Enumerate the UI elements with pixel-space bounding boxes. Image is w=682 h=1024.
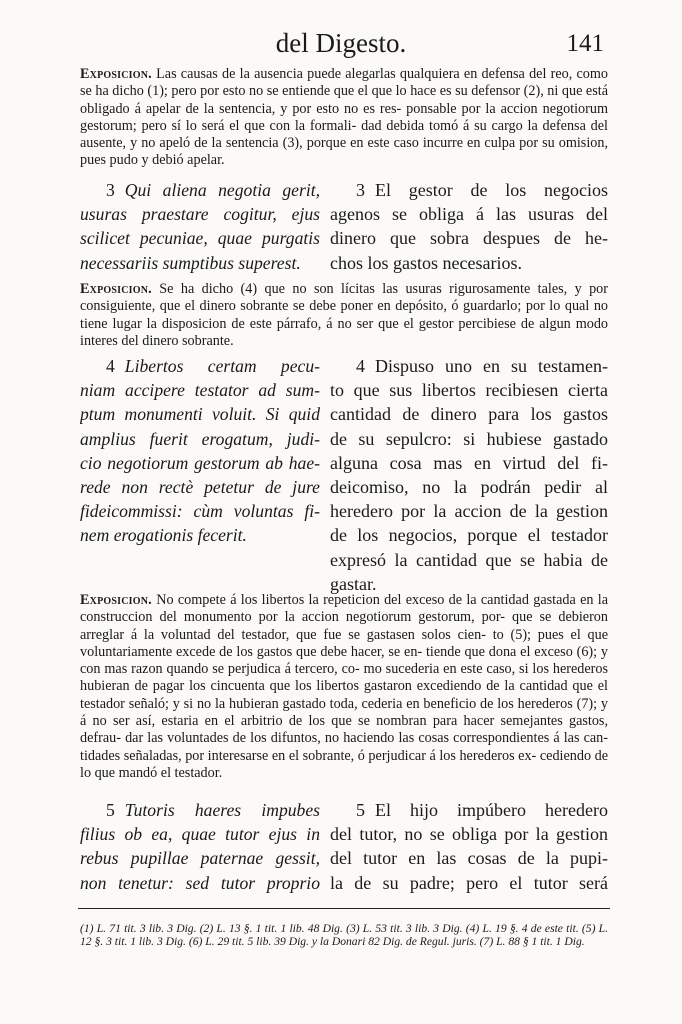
latin-line: niam accipere testator ad sum- <box>80 380 320 401</box>
spanish-line: alguna cosa mas en virtud del fi- <box>330 452 608 473</box>
exposicion-line: dar las voluntades de los difuntos, no haciendo las cosas correspondientes á las can- <box>125 730 609 747</box>
exposicion-3 <box>80 592 608 782</box>
exposicion-label: Exposicion. <box>80 66 152 82</box>
exposicion-line: percibiese de algun modo interes del dinero sobrante. <box>80 315 609 349</box>
spanish-line: 3 El gestor de los negocios <box>356 180 608 200</box>
section-number: 3 <box>356 180 365 200</box>
spanish-line: heredero por la accion de la gestion <box>330 501 608 522</box>
spanish-column <box>330 178 608 275</box>
spanish-line: agenos se obliga á las usuras del <box>330 204 608 225</box>
exposicion-line: tiende que dona el exceso (6); y con mas razon quando se perjudica á tercero, co- <box>80 643 608 678</box>
latin-line: rebus pupillae paternae gessit, <box>80 848 320 869</box>
footnote-line: (1) L. 71 tit. 3 lib. 3 Dig. (2) L. 13 §. 1 tit. 1 lib. 48 Dig. (3) L. 53 tit. 3 lib. 3 Dig. (4) L. 19 <box>80 922 507 935</box>
spanish-column <box>330 798 608 895</box>
latin-line: cio negotiorum gestorum ab hae- <box>80 452 320 473</box>
exposicion-line: los libertos gastaron excediendo de la cantidad que el testador señaló; y si no la <box>80 678 609 712</box>
latin-line: fideicommissi: cùm voluntas fi- <box>80 501 320 522</box>
spanish-column <box>330 354 608 596</box>
latin-line: 4 Libertos certam pecu- <box>106 356 320 376</box>
exposicion-line: dad debida tomó á su cargo la defensa del ausente, y no apeló de la sentencia (3), <box>80 117 608 152</box>
latin-column <box>80 354 320 548</box>
footnotes <box>80 922 608 949</box>
spanish-line: chos los gastos necesarios. <box>330 252 522 273</box>
exposicion-label: Exposicion. <box>80 281 152 297</box>
spanish-line: 4 Dispuso uno en su testamen- <box>356 356 608 376</box>
spanish-line: gastar. <box>330 573 377 594</box>
section-number: 3 <box>106 180 115 200</box>
latin-line: non tenetur: sed tutor proprio <box>80 872 320 893</box>
exposicion-2 <box>80 281 608 350</box>
spanish-line: del tutor en las cosas de la pupi- <box>330 848 608 869</box>
exposicion-line: Las causas de la ausencia puede alegarlas qualquiera en defensa <box>156 66 525 82</box>
spanish-line: deicomiso, no la podrán pedir al <box>330 477 608 498</box>
exposicion-label: Exposicion. <box>80 592 152 608</box>
latin-line: necessariis sumptibus superest. <box>80 252 301 273</box>
exposicion-line: to (5); pues el que voluntariamente excede de los gastos que debe hacer, se en- <box>80 626 609 660</box>
exposicion-line: No compete á los libertos la repeticion del exceso de la cantidad <box>156 592 529 608</box>
spanish-line: expresó la cantidad que se habia de <box>330 549 608 570</box>
latin-line: ptum monumenti voluit. Si quid <box>80 404 320 425</box>
latin-line: nem erogationis fecerit. <box>80 525 247 546</box>
exposicion-line: por consiguiente, que el dinero sobrante se debe poner en depósito, ó guardarlo; <box>80 281 608 315</box>
spanish-line: de su sepulcro: si hubiese gastado <box>330 428 608 449</box>
exposicion-line: que se debieron arreglar á la voluntad del testador, que fue se gastasen solos cien- <box>80 609 608 643</box>
spanish-line: de los negocios, porque el testador <box>330 525 608 546</box>
latin-line: rede non rectè petetur de jure <box>80 477 320 498</box>
exposicion-line: su defensor (2), ni que está obligado á apelar de la sentencia, y por esto no es res- <box>80 83 608 117</box>
running-head <box>0 28 682 68</box>
page-number: 141 <box>566 30 604 57</box>
footnote-line: §. 4 de este tit. (5) L. 12 §. 3 tit. 1 lib. 3 Dig. (6) L. 29 tit. 5 lib. 39 Dig. y la Donari 82 Dig. de <box>80 922 609 949</box>
exposicion-line: mo sucederia en este caso, si los herederos hubieran de pagar los cincuenta que <box>80 661 609 695</box>
spanish-line: to que sus libertos recibiesen cierta <box>330 380 608 401</box>
spanish-line: cantidad de dinero para los gastos <box>330 404 608 425</box>
exposicion-line: del reo, como se ha dicho (1); pero por esto no se entiende que el que lo hace es <box>80 66 609 100</box>
exposicion-line: hubieran gastado toda, cederia en beneficio de los herederos (7); y á no ser así, <box>80 695 608 730</box>
latin-line: 5 Tutoris haeres impubes <box>106 800 320 820</box>
section-number: 5 <box>356 800 365 820</box>
latin-line: 3 Qui aliena negotia gerit, <box>106 180 320 200</box>
latin-line: amplius fuerit erogatum, judi- <box>80 428 320 449</box>
exposicion-line: gastada en la construccion del monumento por la accion negotiorum gestorum, por- <box>80 592 609 626</box>
running-title: del Digesto. <box>275 28 407 58</box>
footnote-line: Regul. juris. (7) L. 88 § 1 tit. 1 Dig. <box>419 935 585 949</box>
latin-line: usuras praestare cogitur, ejus <box>80 204 320 225</box>
exposicion-line: estaria en el arbitrio de los que se nombran para hacer semejantes gastos, defrau- <box>80 713 608 747</box>
section-number: 5 <box>106 800 115 820</box>
spanish-line: del tutor, no se obliga por la gestion <box>330 824 608 845</box>
spanish-line: la de su padre; pero el tutor será <box>330 872 608 893</box>
section-number: 4 <box>106 356 115 376</box>
exposicion-line: cediendo de lo que mandó el testador. <box>80 747 608 781</box>
latin-column <box>80 798 320 895</box>
spanish-line: dinero que sobra despues de he- <box>330 228 608 249</box>
latin-line: scilicet pecuniae, quae purgatis <box>80 228 320 249</box>
spanish-line: 5 El hijo impúbero heredero <box>356 800 608 820</box>
exposicion-line: porque en este caso incurre en culpa por su omision, pues pudo y debió apelar. <box>80 135 608 169</box>
exposicion-line: tidades señaladas, por interesarse en el sobrante, ó perjudicar á los herederos ex- <box>80 747 537 764</box>
exposicion-line: Se ha dicho (4) que no son lícitas las usuras rigurosamente tales, y <box>159 281 582 297</box>
section-number: 4 <box>356 356 365 376</box>
footnote-rule <box>78 908 610 909</box>
latin-column <box>80 178 320 275</box>
exposicion-line: por lo qual no tiene lugar la disposicion de este párrafo, á no ser que el gestor <box>80 298 609 332</box>
exposicion-line: ponsable por la accion negotiorum gestorum; pero sí lo será el que con la formali- <box>80 100 609 134</box>
latin-line: filius ob ea, quae tutor ejus in <box>80 824 320 845</box>
exposicion-1 <box>80 66 608 170</box>
